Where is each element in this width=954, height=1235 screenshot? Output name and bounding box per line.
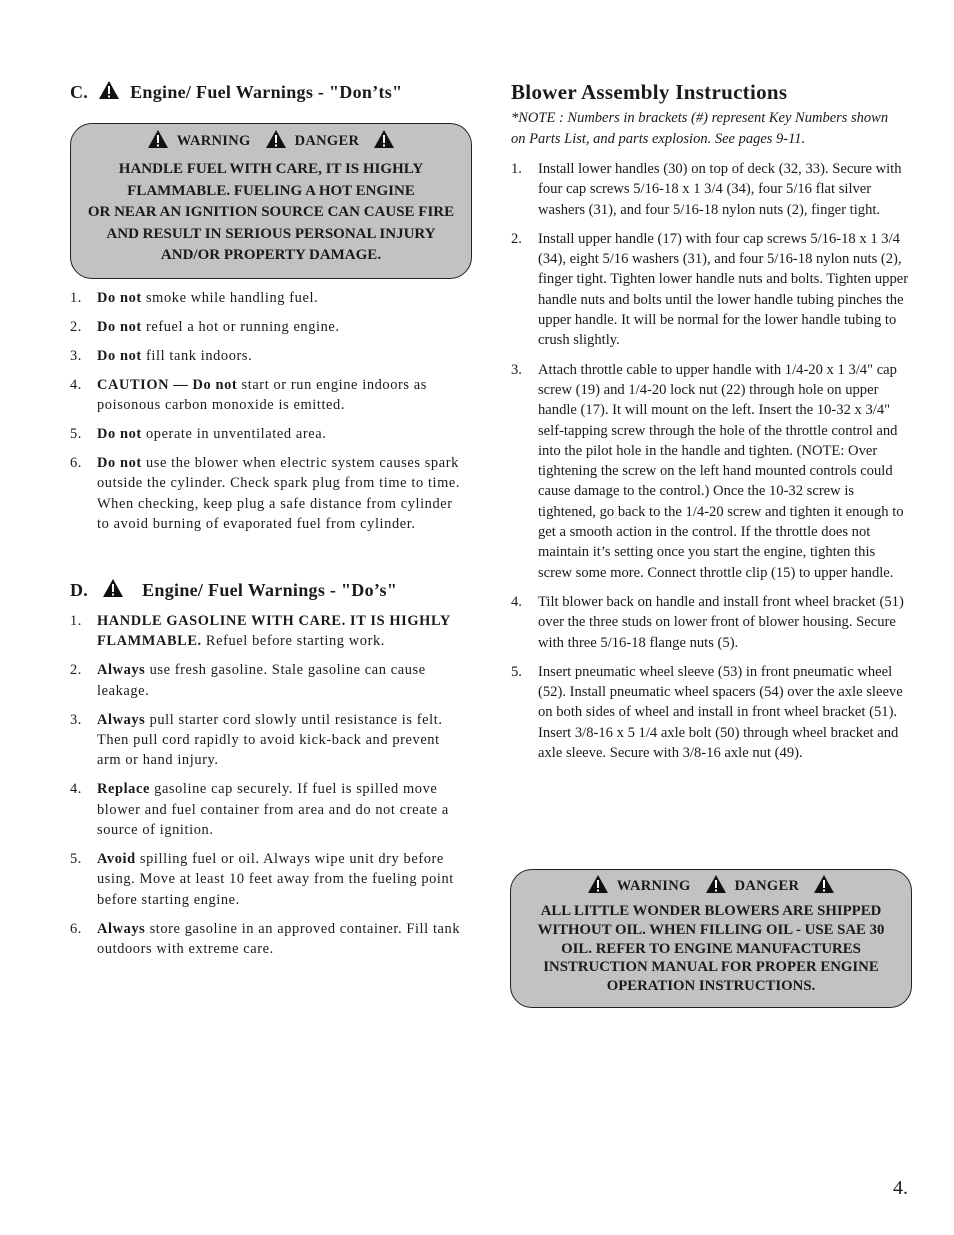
list-item: 5. Do not operate in unventilated area. xyxy=(70,426,327,443)
warning-line: ALL LITTLE WONDER BLOWERS ARE SHIPPED xyxy=(540,903,882,919)
list-item: 3. Always pull starter cord slowly until resistance is felt. Then pull cord rapidly to avoid kick-back and prevent arm or hand injury. xyxy=(70,711,443,769)
list-item: 1. Install lower handles (30) on top of deck (32, 33). Secure with four cap screws 5/16-18 x 1 3/4 (34), four 5/16 flat silver washers (31), and four 5/16-18 nylon nuts (2), finger tight. xyxy=(511,161,902,218)
warning-line: INSTRUCTION MANUAL FOR PROPER ENGINE xyxy=(543,959,879,976)
donts-list xyxy=(70,288,468,535)
section-c-title: Engine/ Fuel Warnings - "Don’ts" xyxy=(130,82,403,102)
warning-line: OIL. REFER TO ENGINE MANUFACTURES xyxy=(561,940,861,957)
list-item: 4. Tilt blower back on handle and install front wheel bracket (51) over the three studs on lower front of blower housing. Secure with three 5/16-18 flange nuts (5). xyxy=(511,593,904,651)
warning-triangle-icon xyxy=(102,578,124,603)
list-item: 6. Do not use the blower when electric system causes spark outside the cylinder. Check spark plug from time to time. When checking, keep plug a safe distance from cylinder to avoid burning of evaporated fuel from cylinder. xyxy=(70,454,461,533)
page-title: Blower Assembly Instructions xyxy=(511,80,788,104)
section-c-heading xyxy=(70,80,402,105)
warning-line: OPERATION INSTRUCTIONS. xyxy=(606,978,816,995)
dos-list xyxy=(70,611,468,960)
warning-triangle-icon xyxy=(147,129,169,154)
page-number: 4. xyxy=(893,1177,908,1199)
warning-triangle-icon xyxy=(373,129,395,154)
warning-line: HANDLE FUEL WITH CARE, IT IS HIGHLY xyxy=(118,161,424,177)
danger-label: DANGER xyxy=(294,133,360,149)
warning-triangle-icon xyxy=(705,874,727,899)
danger-label: DANGER xyxy=(734,878,800,894)
key-number-note: *NOTE : Numbers in brackets (#) represent Key Numbers shown on Parts List, and parts explosion. See pages 9-11. xyxy=(511,110,889,147)
list-item: 4. Replace gasoline cap securely. If fuel is spilled move blower and fuel container from area and do not create a source of ignition. xyxy=(70,781,449,839)
list-item: 2. Do not refuel a hot or running engine. xyxy=(70,318,340,335)
list-item: 2. Always use fresh gasoline. Stale gasoline can cause leakage. xyxy=(70,662,426,699)
list-item: 2. Install upper handle (17) with four cap screws 5/16-18 x 1 3/4 (34), eight 5/16 washers (31), and four 5/16-18 nylon nuts (2), finger tight. Tighten lower handle nuts and bolts. Tighten upper handle nuts and bolts until the lower handle tubing pinches the upper handle. It will be normal for the lower handle tubing to crush slightly. xyxy=(511,230,909,349)
list-item: 3. Attach throttle cable to upper handle with 1/4-20 x 1 3/4" cap screw (19) and 1/4-20 lock nut (22) through hole on upper handle (17). It will mount on the left. Insert the 10-32 x 3/4" self-tapping screw through the hole of the throttle control and into the pilot hole in the handle and tighten. (NOTE: Over tightening the screw on the left hand mounted controls could cause damage to the control.) Once the 10-32 screw is tightened, go back to the 1/4-20 screw and tighten it enough to get a smooth action in the control. If the throttle does not maintain it’s setting once you start the engine, tighten this screw some more. Connect throttle clip (15) to upper handle. xyxy=(511,361,904,581)
list-item: 1. HANDLE GASOLINE WITH CARE. IT IS HIGHLY FLAMMABLE. Refuel before starting work. xyxy=(70,613,451,650)
section-d-letter: D. xyxy=(70,580,89,600)
section-d-title: Engine/ Fuel Warnings - "Do’s" xyxy=(142,580,398,600)
section-c-letter: C. xyxy=(70,82,89,102)
warning-line: OR NEAR AN IGNITION SOURCE CAN CAUSE FIRE xyxy=(87,204,455,221)
warning-line: AND RESULT IN SERIOUS PERSONAL INJURY xyxy=(106,225,436,242)
list-item: 5. Avoid spilling fuel or oil. Always wipe unit dry before using. Move at least 10 feet away from the fueling point before starting engine. xyxy=(70,851,454,908)
oil-warning-box xyxy=(510,869,912,1008)
warning-line: AND/OR PROPERTY DAMAGE. xyxy=(160,247,382,264)
list-item: 6. Always store gasoline in an approved container. Fill tank outdoors with extreme care. xyxy=(70,920,461,958)
warning-header xyxy=(511,874,911,899)
list-item: 4. CAUTION — Do not start or run engine indoors as poisonous carbon monoxide is emitted. xyxy=(70,376,427,414)
warning-text xyxy=(511,902,911,996)
warning-triangle-icon xyxy=(813,874,835,899)
warning-triangle-icon xyxy=(587,874,609,899)
warning-label: WARNING xyxy=(176,133,251,149)
section-d-heading xyxy=(70,578,397,603)
list-item: 3. Do not fill tank indoors. xyxy=(70,347,253,364)
warning-triangle-icon xyxy=(98,80,120,105)
list-item: 5. Insert pneumatic wheel sleeve (53) in front pneumatic wheel (52). Install pneumatic wheel spacers (54) over the axle sleeve on both sides of wheel and install in front wheel bracket (51). Insert 3/8-16 x 5 1/4 axle bolt (50) through wheel bracket and axle sleeve. Secure with 3/8-16 axle nut (49). xyxy=(511,663,903,762)
warning-triangle-icon xyxy=(265,129,287,154)
assembly-steps-list xyxy=(511,159,911,763)
warning-line: FLAMMABLE. FUELING A HOT ENGINE xyxy=(127,182,415,199)
warning-header xyxy=(71,129,471,154)
list-item: 1. Do not smoke while handling fuel. xyxy=(70,290,319,306)
warning-line: WITHOUT OIL. WHEN FILLING OIL - USE SAE 30 xyxy=(537,921,885,938)
warning-label: WARNING xyxy=(616,878,691,894)
warning-text xyxy=(71,159,471,267)
fuel-warning-box xyxy=(70,123,472,279)
